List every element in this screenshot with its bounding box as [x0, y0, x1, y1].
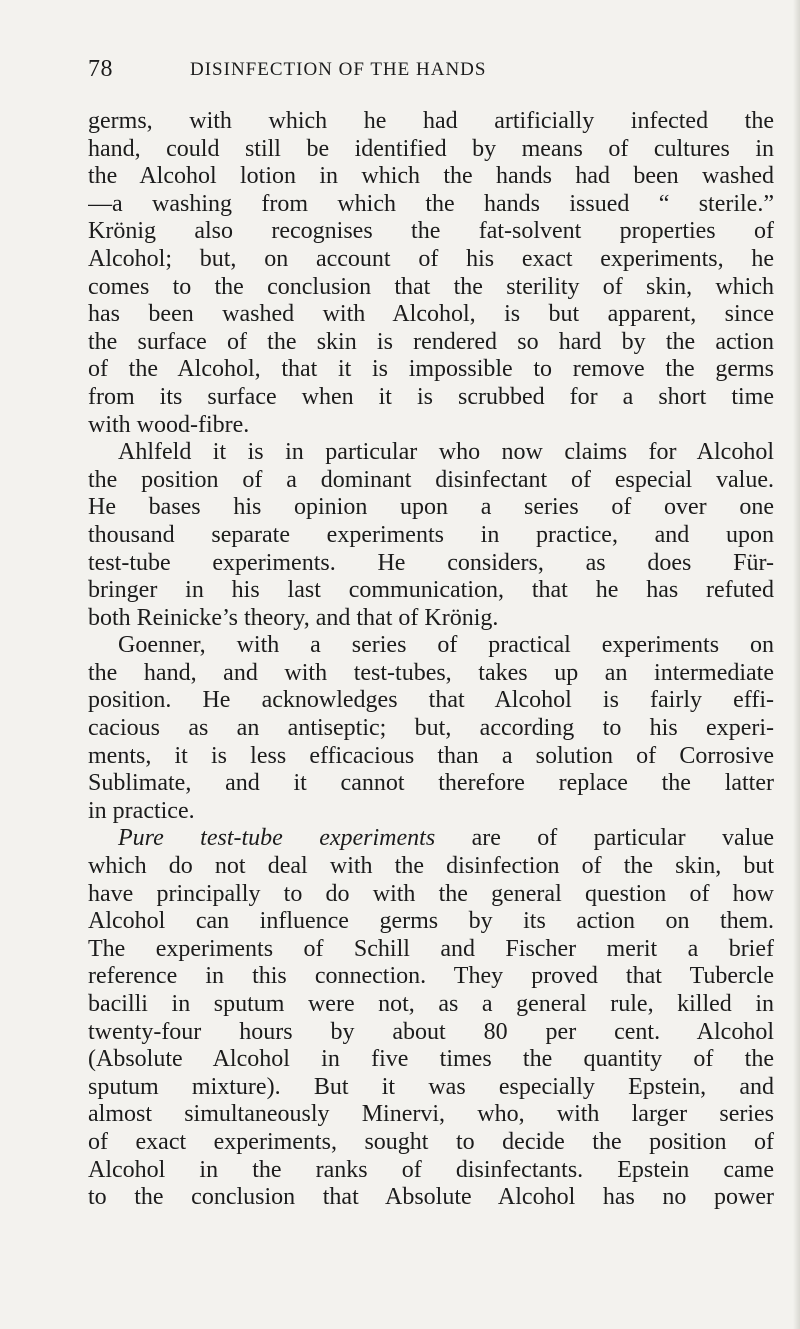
text-line: position. He acknowledges that Alcohol is fairly effi-: [88, 687, 774, 714]
text-line: both Reinicke’s theory, and that of Krönig.: [88, 604, 499, 631]
page-number: 78: [88, 56, 113, 82]
text-line: the surface of the skin is rendered so hard by the action: [88, 328, 774, 355]
text-line: Sublimate, and it cannot therefore replace the latter: [88, 770, 774, 797]
text-line: to the conclusion that Absolute Alcohol has no power: [88, 1184, 774, 1211]
text-line: the position of a dominant disinfectant of especial value.: [88, 466, 774, 493]
text-line: Krönig also recognises the fat-solvent properties of: [88, 218, 774, 245]
text-line: —a washing from which the hands issued “ sterile.”: [88, 190, 774, 217]
text-line: of exact experiments, sought to decide the position of: [88, 1128, 774, 1155]
text-line-with-italic: [88, 825, 774, 853]
text-line: (Absolute Alcohol in five times the quantity of the: [88, 1046, 774, 1073]
italic-phrase: Pure test-tube experiments: [118, 825, 436, 852]
text-line: from its surface when it is scrubbed for a short time: [88, 383, 774, 410]
text-line: of the Alcohol, that it is impossible to remove the germs: [88, 356, 774, 383]
text-line: the hand, and with test-tubes, takes up an intermediate: [88, 659, 774, 686]
text-line-rest: are of particular value: [471, 825, 774, 852]
text-line: Alcohol in the ranks of disinfectants. Epstein came: [88, 1156, 774, 1183]
text-line: hand, could still be identified by means of cultures in: [88, 135, 774, 162]
page-edge-shadow: [793, 0, 800, 1329]
running-title: DISINFECTION OF THE HANDS: [190, 59, 487, 80]
text-line: cacious as an antiseptic; but, according to his experi-: [88, 715, 774, 742]
running-head: [88, 56, 778, 86]
text-line: Goenner, with a series of practical experiments on: [118, 632, 774, 659]
text-line: have principally to do with the general question of how: [88, 880, 774, 907]
text-line: germs, with which he had artificially infected the: [88, 108, 774, 134]
text-line: in practice.: [88, 797, 195, 824]
text-line: thousand separate experiments in practice, and upon: [88, 521, 774, 548]
text-line: comes to the conclusion that the sterility of skin, which: [88, 273, 774, 300]
text-line: reference in this connection. They proved that Tubercle: [88, 963, 774, 990]
text-line: sputum mixture). But it was especially Epstein, and: [88, 1073, 774, 1100]
text-line: bringer in his last communication, that he has refuted: [88, 577, 774, 604]
text-line: bacilli in sputum were not, as a general rule, killed in: [88, 991, 774, 1017]
text-line: almost simultaneously Minervi, who, with larger series: [88, 1101, 774, 1128]
text-line: Alcohol; but, on account of his exact experiments, he: [88, 245, 774, 272]
text-line: the Alcohol lotion in which the hands had been washed: [88, 163, 774, 190]
text-line: with wood-fibre.: [88, 411, 250, 438]
text-line: ments, it is less efficacious than a solution of Corrosive: [88, 742, 774, 769]
body-text: [88, 108, 774, 1212]
text-line: Alcohol can influence germs by its action on them.: [88, 908, 774, 935]
text-line: Ahlfeld it is in particular who now claims for Alcohol: [118, 439, 774, 466]
text-line: test-tube experiments. He considers, as does Für-: [88, 549, 774, 576]
text-line: The experiments of Schill and Fischer merit a brief: [88, 935, 774, 962]
text-line: twenty-four hours by about 80 per cent. Alcohol: [88, 1018, 774, 1045]
text-line: which do not deal with the disinfection of the skin, but: [88, 853, 774, 880]
text-line: He bases his opinion upon a series of over one: [88, 494, 774, 521]
text-line: has been washed with Alcohol, is but apparent, since: [88, 301, 774, 328]
